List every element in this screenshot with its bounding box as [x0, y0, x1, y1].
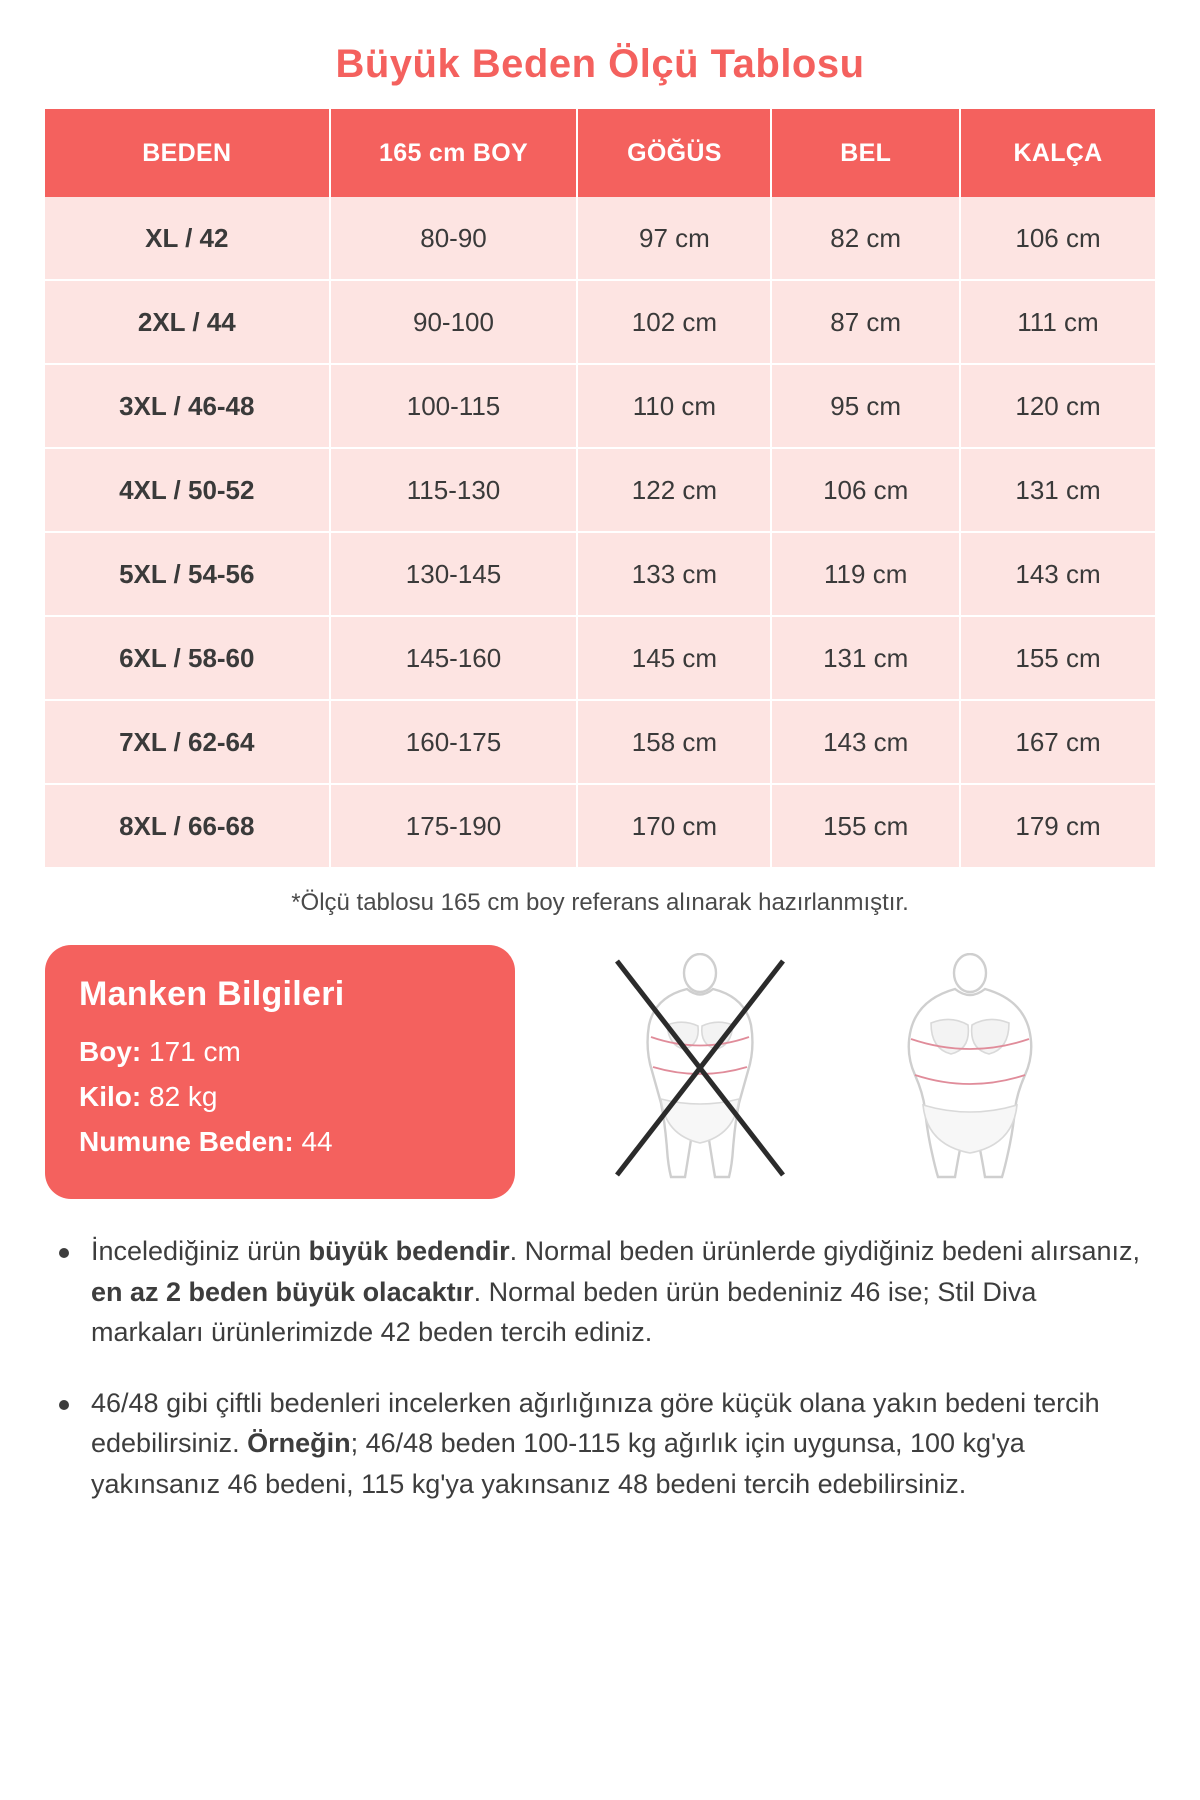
cell-gogus: 170 cm: [578, 785, 772, 867]
note-part: 46/48 gibi çiftli bedenleri incelerken ağırlığınıza göre küçük olana yakın bedeni tercih edebilirsiniz.: [91, 1387, 1100, 1458]
cell-bel: 119 cm: [772, 533, 961, 617]
model-info-card: [45, 945, 515, 1199]
cell-beden: 8XL / 66-68: [45, 785, 331, 867]
note-part-bold: en az 2 beden büyük olacaktır: [91, 1276, 474, 1307]
cell-bel: 155 cm: [772, 785, 961, 867]
cell-gogus: 110 cm: [578, 365, 772, 449]
cell-gogus: 158 cm: [578, 701, 772, 785]
cell-boy: 145-160: [331, 617, 579, 701]
table-row: [45, 365, 1155, 449]
cell-kalca: 106 cm: [961, 197, 1155, 281]
cell-boy: 80-90: [331, 197, 579, 281]
plus-size-figure-icon: [875, 953, 1065, 1183]
cell-bel: 95 cm: [772, 365, 961, 449]
column-header-kalca: KALÇA: [961, 109, 1155, 197]
cell-kalca: 167 cm: [961, 701, 1155, 785]
cell-kalca: 111 cm: [961, 281, 1155, 365]
note-part: İncelediğiniz ürün: [91, 1236, 309, 1266]
cell-bel: 131 cm: [772, 617, 961, 701]
model-info-value: 44: [301, 1126, 333, 1157]
model-info-separator: :: [131, 1036, 150, 1067]
cell-kalca: 120 cm: [961, 365, 1155, 449]
model-info-line: [79, 1034, 481, 1069]
model-info-value: 82 kg: [149, 1081, 218, 1112]
model-info-value: 171 cm: [149, 1036, 241, 1067]
note-part: ; 46/48 beden 100-115 kg ağırlık için uygunsa, 100 kg'ya yakınsanız 46 bedeni, 115 kg'ya yakınsanız 48 bedeni tercih edebilirsiniz.: [91, 1428, 1025, 1499]
cell-beden: 7XL / 62-64: [45, 701, 331, 785]
model-info-label: Numune Beden: [79, 1126, 285, 1157]
cell-gogus: 133 cm: [578, 533, 772, 617]
table-header-row: [45, 109, 1155, 197]
column-header-beden: BEDEN: [45, 109, 331, 197]
cell-kalca: 143 cm: [961, 533, 1155, 617]
model-info-line: [79, 1124, 481, 1159]
model-info-separator: :: [131, 1081, 149, 1112]
cell-beden: 2XL / 44: [45, 281, 331, 365]
cell-bel: 106 cm: [772, 449, 961, 533]
model-info-row: [45, 945, 1155, 1205]
plus-figure-wrap: [875, 953, 1065, 1183]
cell-bel: 87 cm: [772, 281, 961, 365]
table-row: [45, 533, 1155, 617]
cell-kalca: 155 cm: [961, 617, 1155, 701]
body-type-figures: [515, 945, 1155, 1183]
cell-bel: 82 cm: [772, 197, 961, 281]
column-header-boy: 165 cm BOY: [331, 109, 579, 197]
list-item: [51, 1383, 1155, 1505]
cell-boy: 100-115: [331, 365, 579, 449]
note-part: . Normal beden ürünlerde giydiğiniz bedeni alırsanız,: [509, 1236, 1141, 1266]
table-row: [45, 617, 1155, 701]
list-item: [51, 1231, 1155, 1353]
note-part: . Normal beden ürün bedeniniz 46 ise; Stil Diva markaları ürünlerimizde 42 beden tercih ediniz.: [91, 1276, 1037, 1347]
cell-beden: XL / 42: [45, 197, 331, 281]
cell-boy: 175-190: [331, 785, 579, 867]
cell-beden: 6XL / 58-60: [45, 617, 331, 701]
cell-beden: 4XL / 50-52: [45, 449, 331, 533]
size-table: [45, 109, 1155, 867]
cell-gogus: 122 cm: [578, 449, 772, 533]
cell-beden: 3XL / 46-48: [45, 365, 331, 449]
cell-boy: 90-100: [331, 281, 579, 365]
model-info-line: [79, 1079, 481, 1114]
cell-gogus: 97 cm: [578, 197, 772, 281]
model-info-label: Kilo: [79, 1081, 132, 1112]
table-footnote: *Ölçü tablosu 165 cm boy referans alınarak hazırlanmıştır.: [291, 889, 909, 916]
slim-figure-wrap: [605, 953, 795, 1183]
cell-boy: 115-130: [331, 449, 579, 533]
cell-gogus: 102 cm: [578, 281, 772, 365]
table-row: [45, 449, 1155, 533]
bullet-icon: [59, 1400, 69, 1410]
model-info-separator: :: [284, 1126, 302, 1157]
cell-kalca: 179 cm: [961, 785, 1155, 867]
table-row: [45, 281, 1155, 365]
table-row: [45, 701, 1155, 785]
bullet-icon: [59, 1248, 69, 1258]
column-header-gogus: GÖĞÜS: [578, 109, 772, 197]
table-row: [45, 197, 1155, 281]
page-title: Büyük Beden Ölçü Tablosu: [335, 42, 865, 86]
cell-bel: 143 cm: [772, 701, 961, 785]
notes-list: [45, 1231, 1155, 1504]
note-text: [91, 1383, 1155, 1505]
column-header-bel: BEL: [772, 109, 961, 197]
cell-kalca: 131 cm: [961, 449, 1155, 533]
note-text: [91, 1231, 1155, 1353]
cell-boy: 130-145: [331, 533, 579, 617]
model-info-label: Boy: [79, 1036, 132, 1067]
cell-gogus: 145 cm: [578, 617, 772, 701]
note-part-bold: Örneğin: [247, 1428, 351, 1458]
cell-boy: 160-175: [331, 701, 579, 785]
table-row: [45, 785, 1155, 867]
cell-beden: 5XL / 54-56: [45, 533, 331, 617]
model-info-title: Manken Bilgileri: [79, 975, 345, 1013]
slim-figure-icon: [605, 953, 795, 1183]
note-part-bold: büyük bedendir: [308, 1236, 510, 1266]
